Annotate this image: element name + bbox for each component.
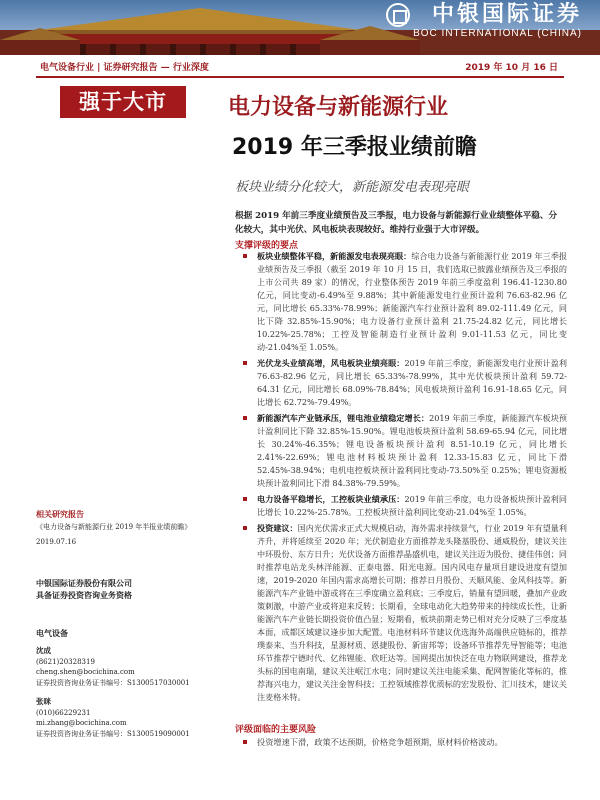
analyst-license: 证券投资咨询业务证书编号：S1300517030001 bbox=[36, 678, 190, 687]
key-point bbox=[235, 493, 567, 519]
related-research-heading: 相关研究报告 bbox=[36, 510, 84, 519]
company-qualification: 具备证券投资咨询业务资格 bbox=[36, 591, 132, 600]
brand-name-cn: 中银国际证券 bbox=[431, 2, 582, 27]
rating-badge: 强于大市 bbox=[60, 86, 186, 118]
key-point-text: 2019 年前三季度，新能源汽车板块预计盈利同比下降 32.85%-15.90%。锂电池板块预计盈利 58.69-65.94 亿元，同比增长 30.24%-46.35%；锂电设备板块预计盈利 8.51-10.19 亿元，同比增长 2.41%-22.69%；锂电池材料板块预计盈利 12.33-15.83 亿元，同比下滑 52.45%-38.94%；电机电控板块预计盈利同比变动-73.50%至 0.25%；锂电资源板块预计盈利同比下滑 84.38%-79.59%。 bbox=[257, 413, 567, 488]
analyst-email[interactable]: mi.zhang@bocichina.com bbox=[36, 719, 127, 727]
key-point-text: 综合电力设备与新能源行业 2019 年三季报业绩预告及三季报（截至 2019 年 10 月 15 日，我们选取已披露业绩预告及三季报的上市公司共 89 家）的情况，行业整体预告 2019 年前三季度盈利 196.41-1230.80 亿元，同比变动-6.49%至 9.88%；其中新能源发电行业预计盈利 76.63-82.96 亿元，同比增长 65.33%-78.99%；新能源汽车行业预计盈利 89.02-111.49 亿元，同比下降 32.85%-15.90%；电力设备行业预计盈利 21.75-24.82 亿元，同比增长 10.22%-25.78%；工控及智能制造行业预计盈利 9.01-11.53 亿元，同比变动-21.04%至 1.05%。 bbox=[257, 251, 567, 352]
brand bbox=[413, 2, 582, 40]
analyst-phone: (010)66229231 bbox=[36, 708, 91, 717]
industry-label: 电气设备 bbox=[36, 629, 68, 638]
report-title: 电力设备与新能源行业 bbox=[228, 95, 449, 120]
analyst-name: 张咪 bbox=[36, 697, 51, 706]
key-point-lead: 电力设备平稳增长，工控板块业绩承压： bbox=[257, 494, 405, 504]
risk-heading: 评级面临的主要风险 bbox=[235, 725, 317, 735]
analyst-phone: (8621)20328319 bbox=[36, 657, 95, 666]
key-point-lead: 板块业绩整体平稳，新能源发电表现亮眼： bbox=[257, 251, 412, 261]
report-bar bbox=[36, 56, 564, 76]
report-tagline: 板块业绩分化较大，新能源发电表现亮眼 bbox=[235, 180, 470, 195]
analyst-card bbox=[36, 646, 226, 688]
analyst-license: 证券投资咨询业务证书编号：S1300519090001 bbox=[36, 729, 190, 738]
report-date: 2019 年 10 月 16 日 bbox=[465, 63, 558, 73]
key-point bbox=[235, 522, 567, 704]
summary-paragraph: 根据 2019 年前三季度业绩预告及三季报，电力设备与新能源行业业绩整体平稳、分化较大，其中光伏、风电板块表现较好。维持行业强于大市评级。 bbox=[235, 211, 558, 235]
company-name: 中银国际证券股份有限公司 bbox=[36, 579, 132, 588]
company-info bbox=[36, 578, 226, 602]
header-divider bbox=[36, 76, 564, 78]
key-point-text: 国内光伏需求正式大规模启动，海外需求持续景气，行业 2019 年有望量利齐升，并将延续至 2020 年；光伏制造业方面推荐龙头隆基股份、通威股份，建议关注中环股份、东方日升；光伏设备方面推荐晶盛机电，建议关注迈为股份、捷佳伟创；同时推荐电站龙头林洋能源、正泰电器、阳光电源。国内风电存量项目建设进度有望加速，2019-2020 年国内需求高增长可期；推荐日月股份、天顺风能、金风科技等。新能源汽车产业链中游或将在三季度确立盈利底；三季度后，销量有望回暖，叠加产业政策刺激，中游产业或将迎来反转；长期看，全球电动化大趋势带来的持续成长性，让新能源汽车产业链长期投资价值凸显；短期看，板块前期走势已相对充分反映了三季度基本面，成都区域建议逢步加大配置。电池材料环节建议优选海外高端供应链标的，推荐璞泰来、当升科技，星源材质、恩捷股份、新宙邦等；设备环节推荐先导智能等；电池环节推荐宁德时代、亿纬锂能、欣旺达等。国网提出加快泛在电力物联网建设，推荐龙头标的国电南瑞，建议关注岷江水电；同时建议关注电能采集、配网智能化等标的，推荐海兴电力，建议关注金智科技；工控领域推荐优质标的宏发股份、汇川技术，建议关注麦格米特。 bbox=[257, 523, 567, 702]
related-report-link[interactable]: 《电力设备与新能源行业 2019 年半报业绩前瞻》 bbox=[36, 523, 192, 531]
key-point bbox=[235, 412, 567, 490]
key-point bbox=[235, 250, 567, 354]
key-point bbox=[235, 357, 567, 409]
key-point-lead: 光伏龙头业绩高增，风电板块业绩亮眼： bbox=[257, 358, 405, 368]
analyst-card bbox=[36, 697, 226, 739]
analyst-email[interactable]: cheng.shen@bocichina.com bbox=[36, 668, 135, 676]
header-banner bbox=[0, 0, 600, 55]
brand-name-en: BOC INTERNATIONAL (CHINA) bbox=[413, 28, 582, 39]
report-subtitle-main: 2019 年三季报业绩前瞻 bbox=[232, 135, 477, 160]
analyst-name: 沈成 bbox=[36, 646, 51, 655]
key-point-lead: 新能源汽车产业链承压，锂电池业绩稳定增长： bbox=[257, 413, 430, 423]
key-points-list bbox=[235, 250, 567, 707]
key-point-text: 2019 年前三季度，新能源发电行业预计盈利 76.63-82.96 亿元，同比增长 65.33%-78.99%，其中光伏板块预计盈利 59.72-64.31 亿元，同比增长 68.09%-78.84%；风电板块预计盈利 16.91-18.65 亿元，同比增长 62.72%-79.49%。 bbox=[257, 358, 567, 407]
points-heading: 支撑评级的要点 bbox=[235, 241, 299, 251]
bank-logo-icon bbox=[386, 3, 410, 27]
risk-text: 投资增速下滑，政策不达预期，价格竞争超预期，原材料价格波动。 bbox=[235, 736, 565, 749]
key-point-text: 2019 年前三季度，电力设备板块预计盈利同比增长 10.22%-25.78%。工控板块预计盈利同比变动-21.04%至 1.05%。 bbox=[257, 494, 567, 517]
related-report-date: 2019.07.16 bbox=[36, 538, 77, 546]
key-point-lead: 投资建议： bbox=[257, 523, 298, 533]
report-category: 电气设备行业 | 证券研究报告 — 行业深度 bbox=[40, 63, 209, 73]
